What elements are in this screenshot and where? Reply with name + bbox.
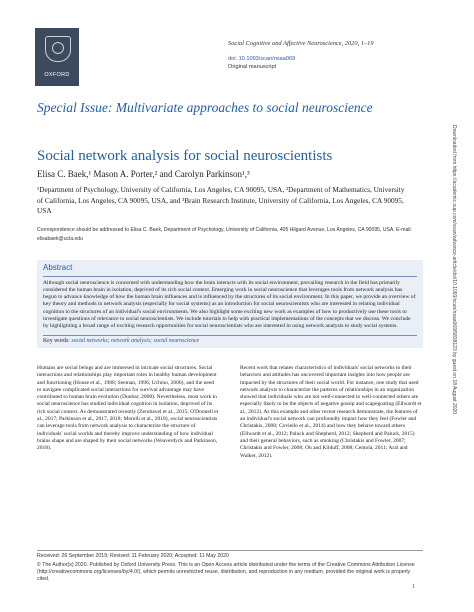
copyright-notice: © The Author(s) 2020. Published by Oxford University Press. This is an Open Access article distributed under the terms of the Creative Commons Attribution License (http://creativecommons.org/licenses/by/4.0/), which permits unrestricted reuse, distribution, and reproduction in any medium, provided the original work is properly cited. <box>37 562 415 583</box>
manuscript-type: Original manuscript <box>228 64 277 70</box>
download-watermark: Downloaded from https://academic.oup.com/scan/advance-article/doi/10.1093/scan/nsaa069/5838123 by guest on 18 August 2020 <box>451 125 457 415</box>
keywords-label: Key words: <box>43 338 70 344</box>
keywords-list: social networks; network analysis; social neuroscience <box>71 338 200 344</box>
abstract-text: Although social neuroscience is concerned with understanding how the brain interacts with its social environment, prevailing research in the field has primarily considered the human brain in isolation, deprived of its rich social context. Emerging work in social neuroscience that leverages tools from network analysis has begun to advance knowledge of how the human brain influences and is influenced by the structures of its social environment. In this paper, we provide an overview of key theory and methods in network analysis (especially for social systems) as an introduction for social neuroscientists who are interested in relating individual cognition to the structures of an individual's social environments. We also highlight some exciting new work as examples of how to productively use these tools to investigate questions of relevance to social neuroscientists. We include tutorials to help with practical implementations of the concepts that we discuss. We conclude by highlighting a broad range of exciting research opportunities for social neuroscientists who are interested in using network analysis to study social systems. <box>43 280 416 329</box>
body-column-right: Recent work that relates characteristics of individuals' social networks to their behaviors and attitudes has uncovered important insights into how people are impacted by the structures of their social world. For instance, one study that used network analysis to characterize the patterns of relationships in an organization showed that individuals who are not well-connected to well-connected others are especially likely to be the objects of negative gossip and scapegoating (Ellwardt et al., 2012). As this example and other recent research demonstrate, the features of an individual's social network can profoundly impact how they feel (Fowler and Christakis, 2008; Coviello et al., 2014) and how they behave toward others (Ellwardt et al., 2012; Paluck and Shepherd, 2012; Shepherd and Paluck, 2015) and their general behaviors, such as smoking (Christakis and Fowler, 2007; Christakis and Fowler, 2008; Oh and Kilduff, 2008; Centola, 2011; Aral and Walker, 2012). <box>240 365 422 459</box>
special-issue-title: Special Issue: Multivariate approaches to social neuroscience <box>37 100 373 115</box>
article-title: Social network analysis for social neuroscientists <box>37 148 333 164</box>
logo-text: OXFORD <box>44 72 70 78</box>
received-dates: Received: 26 September 2019; Revised: 11 February 2020; Accepted: 11 May 2020 <box>37 553 229 559</box>
journal-citation: Social Cognitive and Affective Neuroscience, 2020, 1–19 <box>228 40 374 47</box>
footer-divider <box>37 550 423 551</box>
abstract-bottom-rule <box>43 335 417 336</box>
oxford-logo <box>35 28 79 86</box>
correspondence: Correspondence should be addressed to Elisa C. Baek, Department of Psychology, University of California, 405 Hilgard Avenue, Los Angeles, CA 90095, USA. E-mail: elisabaek@ucla.edu <box>37 227 412 242</box>
abstract-top-rule <box>43 276 417 277</box>
abstract-heading: Abstract <box>43 263 73 272</box>
doi-link[interactable]: doi: 10.1093/scan/nsaa069 <box>228 56 296 62</box>
page-number: 1 <box>412 583 416 590</box>
oxford-crest-icon <box>45 36 71 62</box>
keywords-line <box>43 338 199 344</box>
affiliations: ¹Department of Psychology, University of California, Los Angeles, CA 90095, USA, ²Department of Mathematics, University of California, Los Angeles, CA 90095, USA, and ³Brain Research Institute, University of California, Los Angeles, CA 90095, USA <box>37 185 405 216</box>
author-list: Elisa C. Baek,¹ Mason A. Porter,² and Carolyn Parkinson¹,³ <box>37 169 250 179</box>
body-column-left: Humans are social beings and are immersed in intricate social structures. Social interactions and relationships play important roles in healthy human development and functioning (House et al., 1988; Seeman, 1996; Uchino, 2006), and the need to navigate complicated social interactions for survival advantage may have contributed to human brain evolution (Dunbar, 2008). Nevertheless, most work in social neuroscience has studied individual cognition in isolation, deprived of its rich social context. As demonstrated recently (Zerubavel et al., 2015; O'Donnell et al., 2017; Parkinson et al., 2017, 2018; Morelli et al., 2018), social neuroscientists can leverage tools from network analysis to characterize the structure of individuals' social worlds and thereby improve understanding of how individual brains shape and are shaped by their social networks (Weaverdyck and Parkinson, 2018). <box>37 365 219 452</box>
